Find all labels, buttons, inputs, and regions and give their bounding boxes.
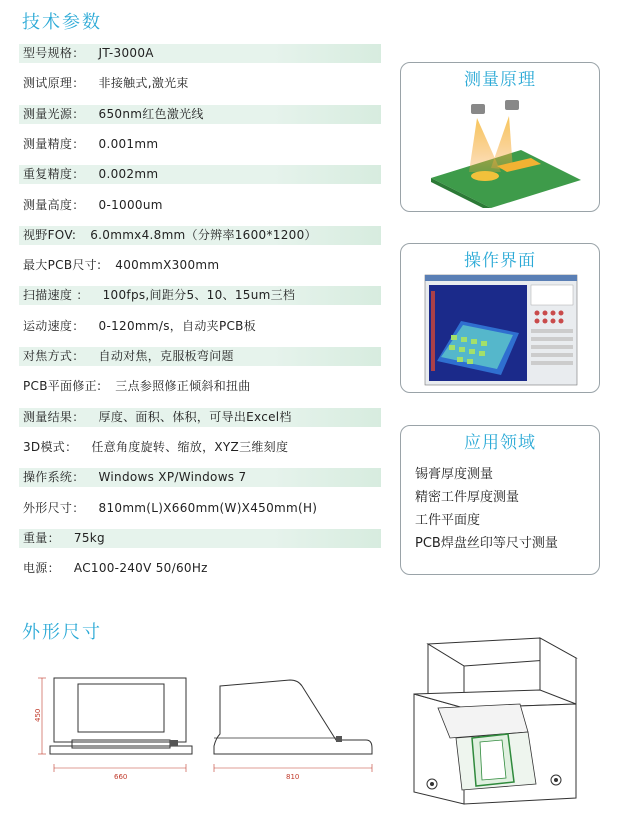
perspective-view-drawing (410, 634, 588, 810)
spec-value: 任意角度旋转、缩放，XYZ三维刻度 (91, 439, 289, 454)
ui-panel (400, 243, 600, 393)
spec-value: 100fps,间距分5、10、15um三档 (102, 288, 296, 303)
principle-panel (400, 62, 600, 212)
spec-row (19, 347, 381, 366)
spec-label: 外形尺寸： (23, 500, 85, 515)
spec-row (19, 559, 381, 578)
spec-value: 0.001mm (98, 136, 159, 151)
spec-row (19, 408, 381, 427)
spec-value: 0-120mm/s，自动夹PCB板 (98, 318, 257, 333)
spec-label: 操作系统： (23, 470, 85, 485)
spec-row (19, 317, 381, 336)
dimensions-title: 外形尺寸 (22, 622, 102, 643)
applications-panel (400, 425, 600, 575)
spec-label: 测量结果： (23, 409, 85, 424)
spec-label: 测试原理： (23, 76, 85, 91)
spec-row (19, 377, 381, 396)
spec-label: 最大PCB尺寸: (23, 258, 102, 273)
spec-value: 0-1000um (98, 197, 163, 212)
spec-value: 自动对焦，克服板弯问题 (98, 349, 234, 363)
spec-label: 重量： (23, 530, 60, 545)
front-view-drawing (30, 668, 200, 786)
spec-row (19, 135, 381, 154)
spec-value: AC100-240V 50/60Hz (73, 561, 208, 576)
spec-value: Windows XP/Windows 7 (98, 470, 247, 485)
spec-row (19, 499, 381, 518)
spec-row (19, 165, 381, 184)
principle-illustration (401, 90, 599, 208)
spec-label: 扫描速度 ： (23, 288, 89, 303)
spec-label: 电源： (23, 561, 60, 576)
spec-label: 运动速度： (23, 318, 85, 333)
spec-value: 非接触式,激光束 (98, 76, 189, 91)
applications-list (415, 463, 599, 555)
spec-row (19, 44, 381, 63)
spec-label: 测量精度： (23, 136, 85, 151)
spec-label: 测量高度： (23, 197, 85, 212)
spec-label: 型号规格： (23, 46, 85, 60)
spec-label: 测量光源： (23, 106, 85, 121)
spec-value: JT-3000A (98, 46, 154, 60)
application-item: PCB焊盘丝印等尺寸测量 (415, 536, 558, 551)
front-height-label: 450 (34, 708, 42, 722)
application-item: 精密工件厚度测量 (415, 490, 520, 505)
spec-label: 重复精度： (23, 167, 85, 182)
spec-value: 厚度、面积、体积，可导出Excel档 (98, 409, 292, 424)
side-view-drawing (206, 668, 382, 786)
spec-value: 810mm(L)X660mm(W)X450mm(H) (98, 500, 318, 515)
application-item: 工件平面度 (415, 513, 481, 528)
ui-title: 操作界面 (464, 251, 536, 271)
spec-row (19, 226, 381, 245)
spec-row (19, 529, 381, 548)
spec-label: PCB平面修正: (23, 379, 102, 394)
front-width-label: 660 (114, 773, 128, 781)
software-screenshot (401, 271, 599, 389)
spec-row (19, 196, 381, 215)
spec-value: 75kg (73, 530, 105, 545)
principle-title: 测量原理 (464, 70, 536, 90)
spec-label: 3D模式： (23, 439, 78, 454)
spec-label: 对焦方式： (23, 349, 85, 363)
specs-title: 技术参数 (22, 12, 102, 33)
spec-row (19, 438, 381, 457)
spec-label: 视野FOV: (23, 227, 77, 242)
spec-row (19, 105, 381, 124)
spec-value: 0.002mm (98, 167, 159, 182)
spec-value: 400mmX300mm (115, 258, 220, 273)
spec-value: 6.0mmx4.8mm（分辨率1600*1200） (90, 227, 317, 242)
spec-row (19, 74, 381, 93)
spec-row (19, 468, 381, 487)
applications-title: 应用领域 (464, 433, 536, 453)
spec-value: 650nm红色激光线 (98, 106, 204, 121)
spec-row (19, 286, 381, 305)
spec-row (19, 256, 381, 275)
spec-value: 三点参照修正倾斜和扭曲 (115, 379, 251, 394)
application-item: 锡膏厚度测量 (415, 467, 494, 482)
side-length-label: 810 (286, 773, 300, 781)
